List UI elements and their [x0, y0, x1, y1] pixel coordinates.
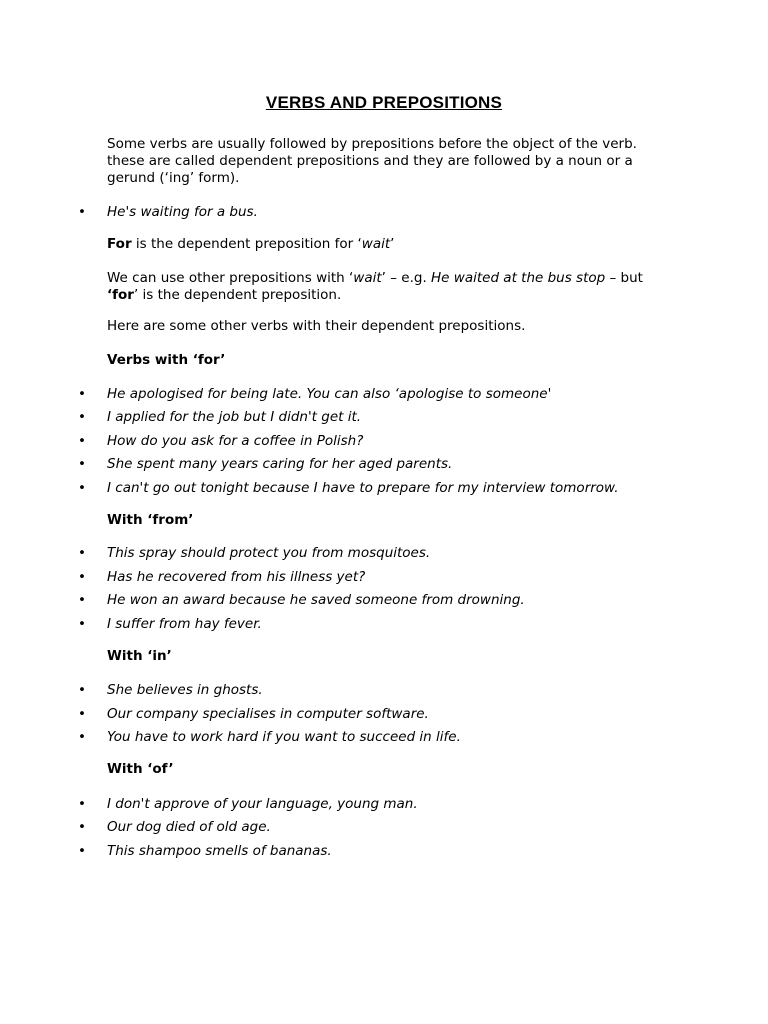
bullet-icon: • [78, 819, 86, 835]
text-segment: We can use other prepositions with ‘ [107, 270, 354, 286]
text-segment: ’ is the dependent preposition. [133, 287, 342, 303]
bullet-icon: • [78, 843, 86, 859]
bullet-icon: • [78, 409, 86, 425]
example-sentence: I can't go out tonight because I have to prepare for my interview tomorrow. [107, 480, 619, 496]
italic-term: wait [353, 270, 382, 286]
bullet-icon: • [78, 433, 86, 449]
example-sentence: He won an award because he saved someone from drowning. [107, 592, 525, 608]
example-sentence: Our dog died of old age. [107, 819, 271, 835]
bullet-icon: • [78, 706, 86, 722]
for-explanation [107, 236, 667, 253]
bullet-icon: • [78, 386, 86, 402]
example-sentence: I suffer from hay fever. [107, 616, 262, 632]
example-sentence: This spray should protect you from mosquitoes. [107, 545, 431, 561]
bullet-icon: • [78, 480, 86, 496]
page-title: VERBS AND PREPOSITIONS [265, 93, 503, 112]
bold-term: For [107, 236, 132, 252]
intro-to-lists: Here are some other verbs with their dependent prepositions. [107, 318, 526, 334]
bold-term: ‘for [107, 287, 134, 303]
example-sentence: You have to work hard if you want to succeed in life. [107, 729, 461, 745]
other-prepositions-paragraph [107, 270, 647, 304]
section-heading-for: Verbs with ‘for’ [107, 352, 226, 368]
text-segment: ’ [390, 236, 395, 252]
example-sentence: Has he recovered from his illness yet? [107, 569, 366, 585]
example-sentence: She spent many years caring for her aged parents. [107, 456, 453, 472]
bullet-icon: • [78, 592, 86, 608]
bullet-icon: • [78, 204, 86, 220]
example-sentence: I applied for the job but I didn't get it. [107, 409, 362, 425]
example-sentence: Our company specialises in computer software. [107, 706, 429, 722]
bullet-icon: • [78, 456, 86, 472]
section-heading-from: With ‘from’ [107, 512, 194, 528]
bullet-icon: • [78, 682, 86, 698]
example-sentence: I don't approve of your language, young man. [107, 796, 418, 812]
bullet-icon: • [78, 796, 86, 812]
italic-term: wait [361, 236, 391, 252]
example-sentence: She believes in ghosts. [107, 682, 263, 698]
bullet-icon: • [78, 616, 86, 632]
bullet-icon: • [78, 569, 86, 585]
section-heading-of: With ‘of’ [107, 761, 174, 777]
text-segment: – but [605, 270, 643, 286]
section-heading-in: With ‘in’ [107, 648, 172, 664]
example-sentence: How do you ask for a coffee in Polish? [107, 433, 364, 449]
example-sentence: He's waiting for a bus. [107, 204, 258, 220]
bullet-icon: • [78, 729, 86, 745]
intro-paragraph: Some verbs are usually followed by prepositions before the object of the verb. these are called dependent prepositions and they are followed by a noun or a gerund (‘ing’ form). [107, 136, 637, 186]
text-segment: is the dependent preposition for ‘ [131, 236, 362, 252]
italic-example: He waited at the bus stop [431, 270, 606, 286]
example-sentence: This shampoo smells of bananas. [107, 843, 332, 859]
bullet-icon: • [78, 545, 86, 561]
text-segment: ’ – e.g. [381, 270, 432, 286]
example-sentence: He apologised for being late. You can also ‘apologise to someone' [107, 386, 552, 402]
